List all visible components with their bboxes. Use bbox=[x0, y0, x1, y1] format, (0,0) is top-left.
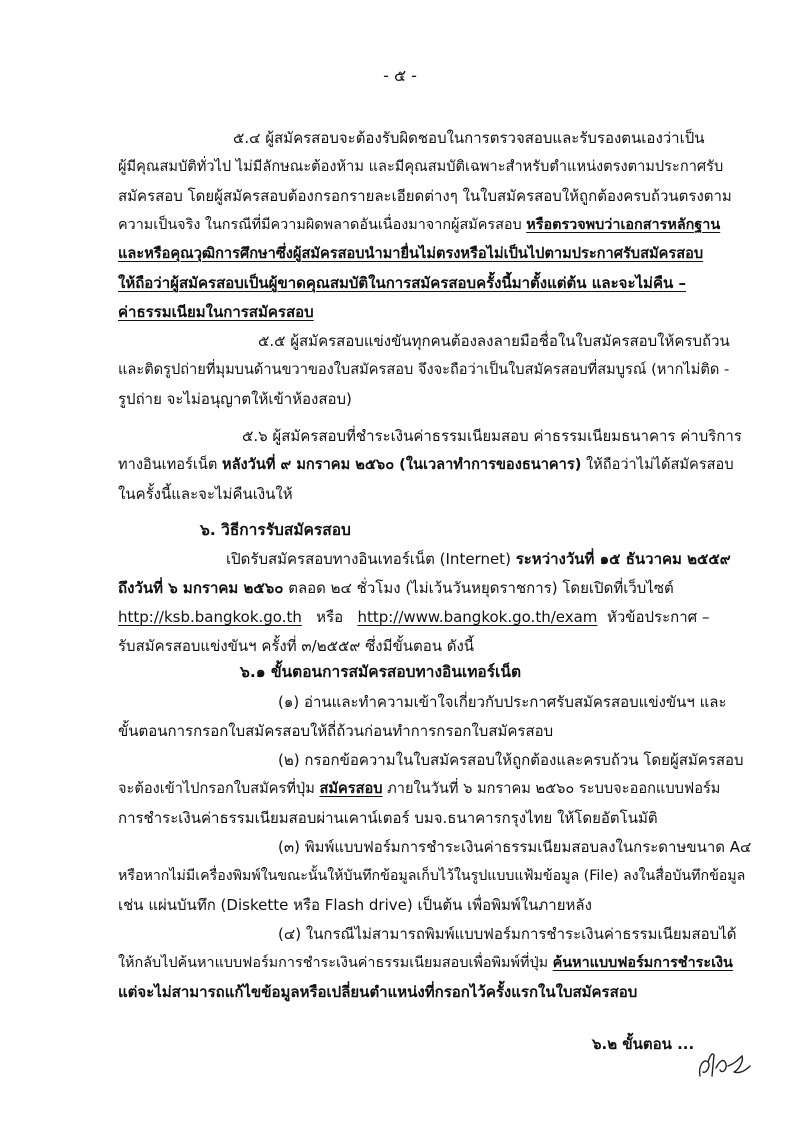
s56-line-2-tail: ให้ถือว่าไม่ได้สมัครสอบ bbox=[581, 456, 734, 473]
next-page-marker: ๖.๒ ขั้นตอน ... bbox=[592, 1035, 695, 1053]
s55-line-1: ๕.๕ ผู้สมัครสอบแข่งขันทุกคนต้องลงลายมือชื่อในใบสมัครสอบให้ครบถ้วน bbox=[258, 332, 730, 350]
s54-line-5: และหรือคุณวุฒิการศึกษาซึ่งผู้สมัครสอบนำมายื่นไม่ตรงหรือไม่เป็นไปตามประกาศรับสมัครสอบ bbox=[118, 245, 704, 262]
s61-item-2-line-2 bbox=[118, 779, 720, 799]
s61-item-3-line-3: เช่น แผ่นบันทึก (Diskette หรือ Flash drive) เป็นต้น เพื่อพิมพ์ในภายหลัง bbox=[118, 896, 592, 914]
s54-line-6: ให้ถือว่าผู้สมัครสอบเป็นผู้ขาดคุณสมบัติในการสมัครสอบครั้งนี้มาตั้งแต่ต้น และจะไม่คืน – bbox=[118, 274, 686, 292]
s54-line-2: ผู้มีคุณสมบัติทั่วไป ไม่มีลักษณะต้องห้าม และมีคุณสมบัติเฉพาะสำหรับตำแหน่งตรงตามประกาศรับ bbox=[118, 158, 724, 175]
s55-line-3: รูปถ่าย จะไม่อนุญาตให้เข้าห้องสอบ) bbox=[118, 390, 352, 408]
s6-line-3-tail: หัวข้อประกาศ – bbox=[597, 608, 710, 626]
s61-item-3-line-1: (๓) พิมพ์แบบฟอร์มการชำระเงินค่าธรรมเนียมสอบลงในกระดาษขนาด A๔ bbox=[278, 838, 752, 856]
s54-line-4 bbox=[118, 215, 720, 235]
s6-line-2-text: ตลอด ๒๔ ชั่วโมง (ไม่เว้นวันหยุดราชการ) โดยเปิดที่เว็บไซต์ bbox=[283, 579, 674, 597]
page-number: - ๕ - bbox=[383, 66, 417, 85]
s55-line-2: และติดรูปถ่ายที่มุมบนด้านขวาของใบสมัครสอบ จึงจะถือว่าเป็นใบสมัครสอบที่สมบูรณ์ (หากไม่ติด - bbox=[118, 361, 730, 378]
s6-line-1 bbox=[226, 549, 731, 569]
s61-item-3-line-2: หรือหากไม่มีเครื่องพิมพ์ในขณะนั้นให้บันทึกข้อมูลเก็บไว้ในรูปแบบแฟ้มข้อมูล (File) ลงในสื่อบันทึกข้อมูล bbox=[118, 868, 746, 884]
s61-item-2-line-3: การชำระเงินค่าธรรมเนียมสอบผ่านเคาน์เตอร์ บมจ.ธนาคารกรุงไทย ให้โดยอัตโนมัติ bbox=[118, 809, 658, 827]
s6-period-end: ถึงวันที่ ๖ มกราคม ๒๕๖๐ bbox=[118, 579, 284, 597]
section-6-1-heading: ๖.๑ ขั้นตอนการสมัครสอบทางอินเทอร์เน็ต bbox=[240, 663, 522, 681]
s6-or: หรือ bbox=[301, 608, 358, 626]
s6-period-start: ระหว่างวันที่ ๑๕ ธันวาคม ๒๕๕๙ bbox=[515, 550, 731, 568]
s56-line-2-text: ทางอินเทอร์เน็ต bbox=[118, 456, 222, 473]
s61-item-1-line-2: ขั้นตอนการกรอกใบสมัครสอบให้ถี่ถ้วนก่อนทำการกรอกใบสมัครสอบ bbox=[118, 722, 554, 740]
s61-item-4-line-3: แต่จะไม่สามารถแก้ไขข้อมูลหรือเปลี่ยนตำแหน่งที่กรอกไว้ครั้งแรกในใบสมัครสอบ bbox=[118, 983, 638, 1001]
s6-line-4: รับสมัครสอบแข่งขันฯ ครั้งที่ ๓/๒๕๕๙ ซึ่งมีขั้นตอน ดังนี้ bbox=[118, 637, 475, 655]
website-link-ksb[interactable]: http://ksb.bangkok.go.th bbox=[118, 608, 302, 626]
s56-deadline: หลังวันที่ ๙ มกราคม ๒๕๖๐ (ในเวลาทำการของธนาคาร) bbox=[221, 456, 582, 473]
s54-line-3: สมัครสอบ โดยผู้สมัครสอบต้องกรอกรายละเอียดต่างๆ ในใบสมัครสอบให้ถูกต้องครบถ้วนตรงตาม bbox=[118, 187, 732, 205]
s54-line-7: ค่าธรรมเนียมในการสมัครสอบ bbox=[118, 303, 314, 321]
s6-line-1-text: เปิดรับสมัครสอบทางอินเทอร์เน็ต (Internet) bbox=[226, 550, 516, 568]
s61-item-2-tail: ภายในวันที่ ๖ มกราคม ๒๕๖๐ ระบบจะออกแบบฟอร์ม bbox=[382, 780, 721, 797]
s54-line-4-text: ความเป็นจริง ในกรณีที่มีความผิดพลาดอันเนื่องมาจากผู้สมัครสอบ bbox=[118, 217, 527, 233]
initials-signature bbox=[694, 1046, 756, 1082]
s56-line-1: ๕.๖ ผู้สมัครสอบที่ชำระเงินค่าธรรมเนียมสอบ ค่าธรรมเนียมธนาคาร ค่าบริการ bbox=[242, 427, 742, 445]
website-link-exam[interactable]: http://www.bangkok.go.th/exam bbox=[357, 608, 598, 626]
s56-line-2 bbox=[118, 455, 734, 475]
s54-line-1: ๕.๔ ผู้สมัครสอบจะต้องรับผิดชอบในการตรวจสอบและรับรองตนเองว่าเป็น bbox=[233, 129, 705, 147]
s6-line-2 bbox=[118, 578, 674, 598]
s61-item-2-text: จะต้องเข้าไปกรอกใบสมัครที่ปุ่ม bbox=[118, 780, 320, 797]
s61-item-2-line-1: (๒) กรอกข้อความในใบสมัครสอบให้ถูกต้องและครบถ้วน โดยผู้สมัครสอบ bbox=[278, 751, 744, 769]
apply-button-label: สมัครสอบ bbox=[319, 780, 383, 797]
s54-line-4-emphasis: หรือตรวจพบว่าเอกสารหลักฐาน bbox=[526, 217, 721, 233]
s56-line-3: ในครั้งนี้และจะไม่คืนเงินให้ bbox=[118, 485, 293, 503]
s61-item-4-line-1: (๔) ในกรณีไม่สามารถพิมพ์แบบฟอร์มการชำระเงินค่าธรรมเนียมสอบได้ bbox=[278, 925, 737, 943]
s61-item-4-text: ให้กลับไปค้นหาแบบฟอร์มการชำระเงินค่าธรรมเนียมสอบเพื่อพิมพ์ที่ปุ่ม bbox=[118, 955, 553, 971]
s61-item-1-line-1: (๑) อ่านและทำความเข้าใจเกี่ยวกับประกาศรับสมัครสอบแข่งขันฯ และ bbox=[278, 693, 727, 711]
search-form-button-label: ค้นหาแบบฟอร์มการชำระเงิน bbox=[552, 955, 733, 971]
s61-item-4-line-2 bbox=[118, 953, 733, 973]
s6-line-3 bbox=[118, 607, 709, 627]
section-6-heading: ๖. วิธีการรับสมัครสอบ bbox=[200, 521, 351, 539]
